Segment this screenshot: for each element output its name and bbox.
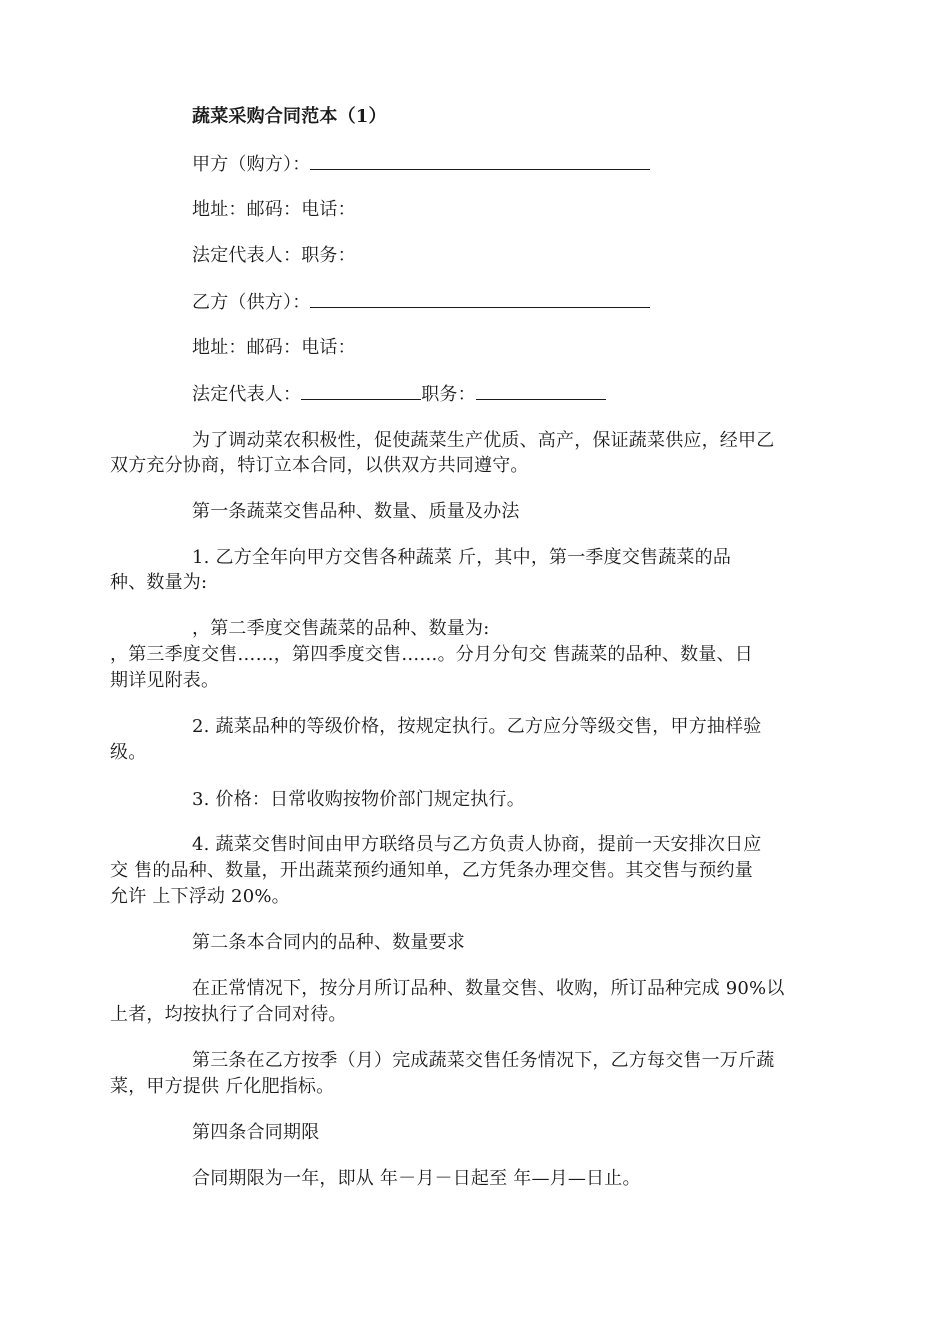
party-a-label: 甲方（购方）： <box>192 154 311 175</box>
article3-body-line-1: 第三条在乙方按季（月）完成蔬菜交售任务情况下，乙方每交售一万斤蔬 <box>192 1050 775 1071</box>
article1-item1-cont-line-1: ，第二季度交售蔬菜的品种、数量为: <box>192 618 490 639</box>
article2-heading: 第二条本合同内的品种、数量要求 <box>192 932 465 953</box>
article2-body-line-2: 上者，均按执行了合同对待。 <box>110 1004 347 1025</box>
party-b-position-label: 职务： <box>421 384 476 405</box>
party-a-line <box>192 153 650 176</box>
party-a-address-line: 地址：邮码：电话： <box>192 199 356 220</box>
article1-heading: 第一条蔬菜交售品种、数量、质量及办法 <box>192 501 520 522</box>
party-b-position-blank <box>476 383 606 400</box>
article1-item2-line-1: 2. 蔬菜品种的等级价格，按规定执行。乙方应分等级交售，甲方抽样验 <box>192 716 762 737</box>
article4-body: 合同期限为一年，即从 年－月－日起至 年—月—日止。 <box>192 1168 641 1189</box>
article1-item3: 3. 价格：日常收购按物价部门规定执行。 <box>192 789 525 810</box>
party-a-name-blank <box>310 153 650 170</box>
article4-heading: 第四条合同期限 <box>192 1122 320 1143</box>
article1-item1-line-2: 种、数量为: <box>110 572 208 593</box>
document-title: 蔬菜采购合同范本（1） <box>192 106 387 127</box>
party-b-line <box>192 291 650 314</box>
article3-body-line-2: 菜，甲方提供 斤化肥指标。 <box>110 1076 335 1097</box>
preamble-line-1: 为了调动菜农积极性，促使蔬菜生产优质、高产，保证蔬菜供应，经甲乙 <box>192 430 775 451</box>
article1-item1-cont-line-2: ，第三季度交售……，第四季度交售……。分月分旬交 售蔬菜的品种、数量、日 <box>110 644 753 665</box>
party-a-rep-line: 法定代表人：职务： <box>192 245 356 266</box>
party-b-label: 乙方（供方）： <box>192 292 311 313</box>
party-b-rep-blank <box>301 383 421 400</box>
article1-item1-line-1: 1. 乙方全年向甲方交售各种蔬菜 斤，其中，第一季度交售蔬菜的品 <box>192 547 732 568</box>
article1-item4-line-3: 允许 上下浮动 20%。 <box>110 886 290 907</box>
article1-item2-line-2: 级。 <box>110 742 147 763</box>
article1-item4-line-2: 交 售的品种、数量，开出蔬菜预约通知单，乙方凭条办理交售。其交售与预约量 <box>110 860 753 881</box>
preamble-line-2: 双方充分协商，特订立本合同，以供双方共同遵守。 <box>110 455 529 476</box>
party-b-rep-line <box>192 383 606 406</box>
article2-body-line-1: 在正常情况下，按分月所订品种、数量交售、收购，所订品种完成 90%以 <box>192 978 785 999</box>
article1-item4-line-1: 4. 蔬菜交售时间由甲方联络员与乙方负责人协商，提前一天安排次日应 <box>192 834 762 855</box>
party-b-address-line: 地址：邮码：电话： <box>192 337 356 358</box>
article1-item1-cont-line-3: 期详见附表。 <box>110 670 220 691</box>
party-b-name-blank <box>310 291 650 308</box>
party-b-rep-label: 法定代表人： <box>192 384 302 405</box>
